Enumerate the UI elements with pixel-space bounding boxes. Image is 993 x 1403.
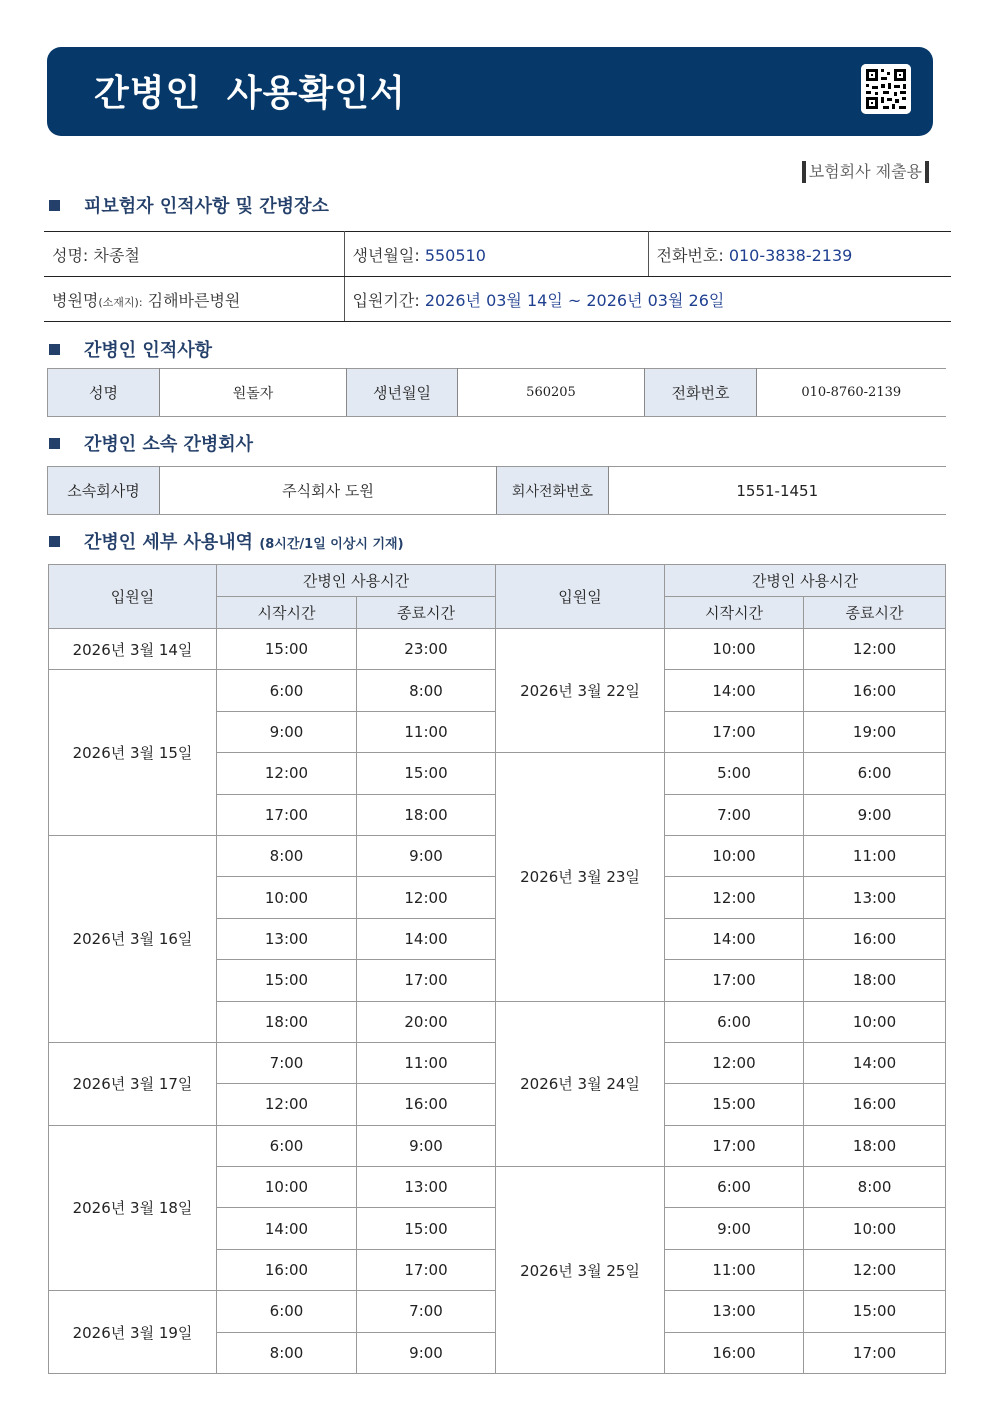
end-time: 16:00: [804, 918, 946, 959]
end-time: 14:00: [357, 918, 496, 959]
submit-tag: 보험회사 제출용: [802, 161, 929, 183]
end-time: 23:00: [357, 629, 496, 670]
table-row: [49, 629, 946, 670]
start-time: 16:00: [217, 1249, 357, 1290]
start-time: 10:00: [665, 835, 804, 876]
caregiver-name-label: 성명: [48, 369, 160, 417]
start-time: 6:00: [217, 670, 357, 711]
end-time: 11:00: [804, 835, 946, 876]
hospital-cell: 병원명(소재지): 김해바른병원: [44, 277, 344, 322]
end-time: 20:00: [357, 1001, 496, 1042]
header-usage-right: 간병인 사용시간: [665, 565, 946, 597]
admission-date: 2026년 3월 19일: [49, 1291, 217, 1374]
start-time: 17:00: [665, 711, 804, 752]
end-time: 17:00: [357, 960, 496, 1001]
admission-period-cell: 입원기간: 2026년 03월 14일 ~ 2026년 03월 26일: [344, 277, 951, 322]
start-time: 14:00: [665, 670, 804, 711]
start-time: 10:00: [665, 629, 804, 670]
start-time: 11:00: [665, 1249, 804, 1290]
start-time: 18:00: [217, 1001, 357, 1042]
end-time: 10:00: [804, 1001, 946, 1042]
end-time: 17:00: [357, 1249, 496, 1290]
insured-name-cell: 성명: 차종철: [44, 232, 344, 277]
start-time: 12:00: [217, 1084, 357, 1125]
end-time: 12:00: [804, 629, 946, 670]
hospital-name: 김해바른병원: [147, 290, 241, 310]
company-phone: 1551-1451: [609, 467, 946, 515]
start-time: 14:00: [665, 918, 804, 959]
header-end-left: 종료시간: [357, 597, 496, 629]
caregiver-phone: 010-8760-2139: [757, 369, 946, 417]
document-title: 간병인 사용확인서: [94, 73, 406, 114]
start-time: 10:00: [217, 1167, 357, 1208]
start-time: 6:00: [217, 1291, 357, 1332]
square-bullet-icon: [49, 344, 60, 355]
end-time: 9:00: [357, 1332, 496, 1373]
admission-date: 2026년 3월 18일: [49, 1125, 217, 1291]
end-time: 9:00: [357, 1125, 496, 1166]
company-name-label: 소속회사명: [48, 467, 160, 515]
square-bullet-icon: [49, 536, 60, 547]
end-time: 8:00: [804, 1167, 946, 1208]
start-time: 8:00: [217, 1332, 357, 1373]
start-time: 17:00: [217, 794, 357, 835]
insured-name: 차종철: [93, 245, 140, 265]
usage-detail-table: [48, 564, 946, 1374]
end-time: 16:00: [804, 670, 946, 711]
admission-date: 2026년 3월 23일: [496, 753, 665, 1001]
end-time: 11:00: [357, 1042, 496, 1083]
square-bullet-icon: [49, 200, 60, 211]
start-time: 6:00: [665, 1167, 804, 1208]
start-time: 7:00: [217, 1042, 357, 1083]
caregiver-birth: 560205: [458, 369, 645, 417]
company-name: 주식회사 도원: [160, 467, 497, 515]
end-time: 14:00: [804, 1042, 946, 1083]
start-time: 12:00: [665, 877, 804, 918]
start-time: 15:00: [665, 1084, 804, 1125]
end-time: 9:00: [357, 835, 496, 876]
start-time: 13:00: [665, 1291, 804, 1332]
insured-phone: 010-3838-2139: [728, 245, 853, 265]
end-time: 10:00: [804, 1208, 946, 1249]
start-time: 6:00: [217, 1125, 357, 1166]
header-end-right: 종료시간: [804, 597, 946, 629]
start-time: 14:00: [217, 1208, 357, 1249]
caregiver-birth-label: 생년월일: [347, 369, 458, 417]
start-time: 16:00: [665, 1332, 804, 1373]
end-time: 9:00: [804, 794, 946, 835]
section-detail-title: 간병인 세부 사용내역 (8시간/1일 이상시 기재): [49, 528, 404, 554]
end-time: 18:00: [804, 960, 946, 1001]
end-time: 12:00: [357, 877, 496, 918]
section-insured-title: 피보험자 인적사항 및 간병장소: [49, 192, 329, 218]
start-time: 9:00: [665, 1208, 804, 1249]
end-time: 8:00: [357, 670, 496, 711]
section-caregiver-title: 간병인 인적사항: [49, 336, 212, 362]
start-time: 10:00: [217, 877, 357, 918]
start-time: 5:00: [665, 753, 804, 794]
end-time: 15:00: [804, 1291, 946, 1332]
admission-period: 2026년 03월 14일 ~ 2026년 03월 26일: [424, 290, 725, 310]
header-usage-left: 간병인 사용시간: [217, 565, 496, 597]
start-time: 6:00: [665, 1001, 804, 1042]
admission-date: 2026년 3월 25일: [496, 1167, 665, 1374]
header-date-left: 입원일: [49, 565, 217, 629]
start-time: 17:00: [665, 960, 804, 1001]
section-company-title: 간병인 소속 간병회사: [49, 430, 253, 456]
end-time: 17:00: [804, 1332, 946, 1373]
end-time: 13:00: [804, 877, 946, 918]
end-time: 11:00: [357, 711, 496, 752]
admission-date: 2026년 3월 15일: [49, 670, 217, 836]
end-time: 19:00: [804, 711, 946, 752]
company-info-table: [47, 466, 946, 515]
header-start-left: 시작시간: [217, 597, 357, 629]
start-time: 9:00: [217, 711, 357, 752]
end-time: 16:00: [357, 1084, 496, 1125]
end-time: 7:00: [357, 1291, 496, 1332]
start-time: 15:00: [217, 629, 357, 670]
admission-date: 2026년 3월 16일: [49, 835, 217, 1042]
insured-birth-cell: 생년월일: 550510: [344, 232, 648, 277]
start-time: 17:00: [665, 1125, 804, 1166]
end-time: 13:00: [357, 1167, 496, 1208]
start-time: 13:00: [217, 918, 357, 959]
company-phone-label: 회사전화번호: [497, 467, 609, 515]
caregiver-info-table: [47, 368, 946, 417]
start-time: 8:00: [217, 835, 357, 876]
end-time: 12:00: [804, 1249, 946, 1290]
square-bullet-icon: [49, 438, 60, 449]
end-time: 15:00: [357, 1208, 496, 1249]
document-header: [47, 47, 933, 136]
admission-date: 2026년 3월 17일: [49, 1042, 217, 1125]
insured-phone-cell: 전화번호: 010-3838-2139: [648, 232, 951, 277]
end-time: 18:00: [357, 794, 496, 835]
start-time: 15:00: [217, 960, 357, 1001]
start-time: 12:00: [665, 1042, 804, 1083]
end-time: 18:00: [804, 1125, 946, 1166]
end-time: 6:00: [804, 753, 946, 794]
insured-birth: 550510: [424, 245, 486, 265]
header-date-right: 입원일: [496, 565, 665, 629]
qr-code-icon: [861, 64, 911, 114]
admission-date: 2026년 3월 24일: [496, 1001, 665, 1167]
start-time: 7:00: [665, 794, 804, 835]
start-time: 12:00: [217, 753, 357, 794]
admission-date: 2026년 3월 14일: [49, 629, 217, 670]
admission-date: 2026년 3월 22일: [496, 629, 665, 753]
caregiver-phone-label: 전화번호: [645, 369, 757, 417]
end-time: 15:00: [357, 753, 496, 794]
header-start-right: 시작시간: [665, 597, 804, 629]
insured-info-table: [44, 231, 951, 322]
caregiver-name: 원돌자: [160, 369, 347, 417]
end-time: 16:00: [804, 1084, 946, 1125]
